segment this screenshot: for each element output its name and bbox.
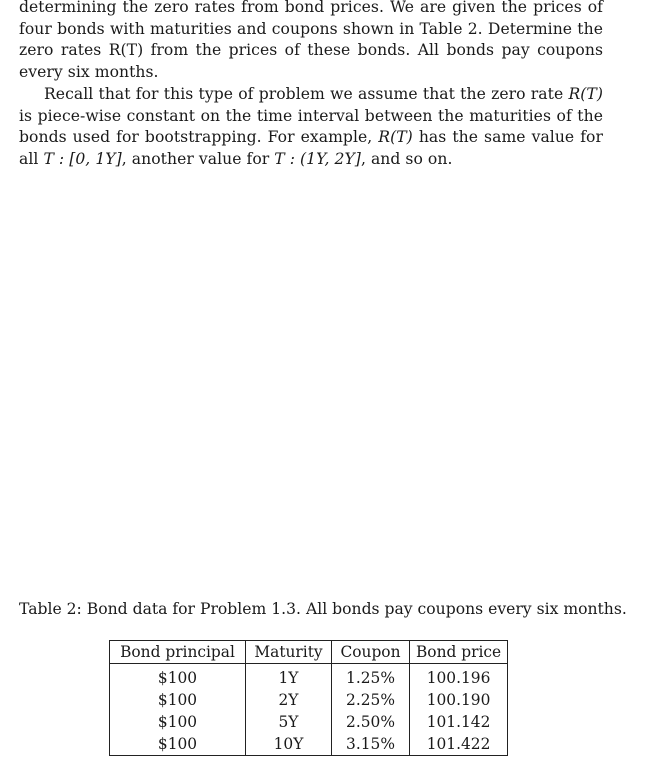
recall-text-g: , another value for [121, 150, 275, 169]
cell-price: 101.422 [410, 733, 508, 756]
table-row [110, 711, 508, 733]
recall-text-i: , and so on. [360, 150, 453, 169]
cell-coupon: 3.15% [332, 733, 410, 756]
paragraph-problem-statement-text: determining the zero rates from bond prices. We are given the prices of four bonds with maturities and coupons shown in Table 2. Determine the zero rates R(T) from the prices of these bonds. All bonds pay coupons every six months. [19, 0, 603, 82]
cell-coupon: 2.50% [332, 711, 410, 733]
math-rt-1: R(T) [568, 85, 603, 103]
cell-coupon: 1.25% [332, 667, 410, 689]
bond-data-table [109, 640, 508, 756]
cell-maturity: 1Y [246, 667, 332, 689]
cell-price: 101.142 [410, 711, 508, 733]
table-row [110, 689, 508, 711]
cell-coupon: 2.25% [332, 689, 410, 711]
paragraph-recall [19, 84, 603, 171]
cell-maturity: 10Y [246, 733, 332, 756]
header-coupon: Coupon [332, 641, 410, 664]
cell-principal: $100 [110, 711, 246, 733]
header-maturity: Maturity [246, 641, 332, 664]
math-rt-2: R(T) [378, 128, 413, 147]
math-interval-2: T : (1Y, 2Y] [274, 150, 361, 169]
cell-principal: $100 [110, 689, 246, 711]
cell-principal: $100 [110, 667, 246, 689]
table-caption: Table 2: Bond data for Problem 1.3. All bonds pay coupons every six months. [19, 600, 627, 618]
cell-price: 100.196 [410, 667, 508, 689]
recall-text-e: has the same value for all [19, 128, 603, 169]
paragraph-problem-statement [19, 0, 603, 84]
cell-maturity: 5Y [246, 711, 332, 733]
table-row [110, 667, 508, 689]
recall-text-c: is piece-wise constant on the time interval between the maturities of the bonds used for bootstrapping. For example, [19, 106, 603, 147]
cell-maturity: 2Y [246, 689, 332, 711]
cell-principal: $100 [110, 733, 246, 756]
recall-text-a: Recall that for this type of problem we assume that the zero rate [44, 85, 569, 103]
header-bond-principal: Bond principal [110, 641, 246, 664]
table-row [110, 733, 508, 756]
table-header-row [110, 641, 508, 664]
cell-price: 100.190 [410, 689, 508, 711]
math-interval-1: T : [0, 1Y] [43, 150, 122, 169]
header-bond-price: Bond price [410, 641, 508, 664]
